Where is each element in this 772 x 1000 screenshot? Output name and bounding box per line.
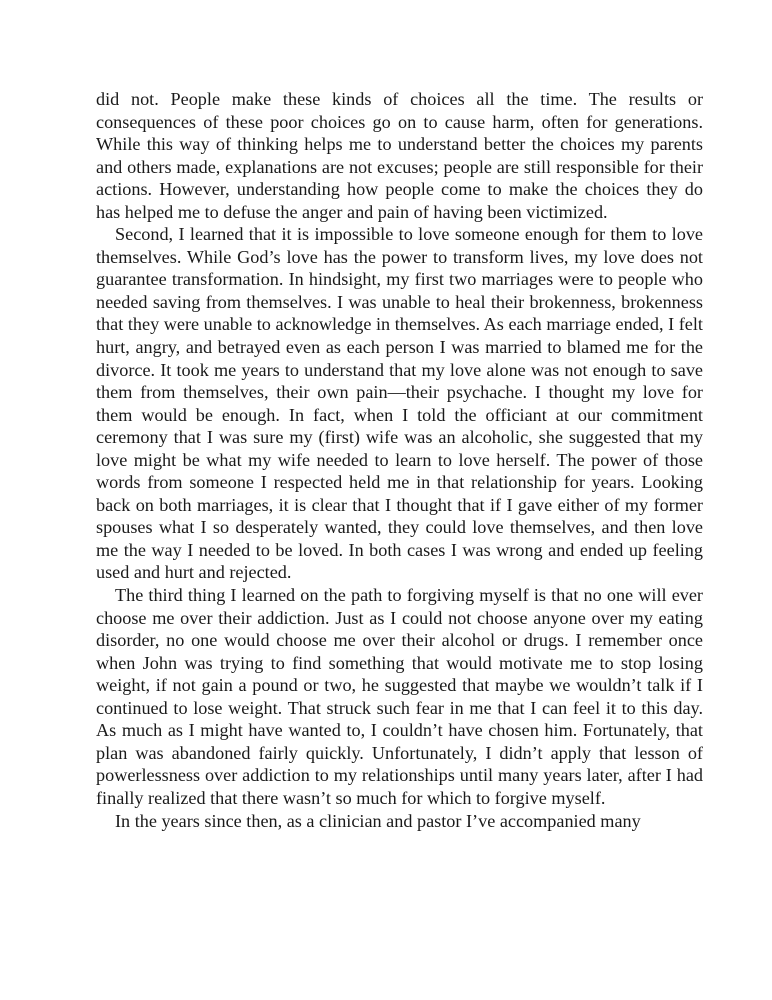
paragraph-third-lesson: The third thing I learned on the path to forgiving myself is that no one will ever choose me over their addiction. Just as I could not choose anyone over my eating disorder, no one would choose me over their alcohol or drugs. I remember once when John was trying to find something that would motivate me to stop losing weight, if not gain a pound or two, he suggested that maybe we wouldn’t talk if I continued to lose weight. That struck such fear in me that I can feel it to this day. As much as I might have wanted to, I couldn’t have chosen him. Fortunately, that plan was abandoned fairly quickly. Unfortunately, I didn’t apply that lesson of powerlessness over addiction to my relationships until many years later, after I had finally realized that there wasn’t so much for which to forgive myself. (96, 585, 703, 808)
paragraph-continuation: did not. People make these kinds of choices all the time. The results or consequences of these poor choices go on to cause harm, often for generations. While this way of thinking helps me to understand better the choices my parents and others made, explanations are not excuses; people are still responsible for their actions. However, understanding how people come to make the choices they do has helped me to defuse the anger and pain of having been victimized. (96, 89, 703, 222)
paragraph-closing: In the years since then, as a clinician and pastor I’ve accompanied many (115, 810, 641, 831)
paragraph-second-lesson: Second, I learned that it is impossible to love someone enough for them to love themselves. While God’s love has the power to transform lives, my love does not guarantee transformation. In hindsight, my first two marriages were to people who needed saving from themselves. I was unable to heal their brokenness, brokenness that they were unable to acknowledge in themselves. As each marriage ended, I felt hurt, angry, and betrayed even as each person I was married to blamed me for the divorce. It took me years to understand that my love alone was not enough to save them from themselves, their own pain—their psychache. I thought my love for them would be enough. In fact, when I told the officiant at our commitment ceremony that I was sure my (first) wife was an alcoholic, she suggested that my love might be what my wife needed to learn to love herself. The power of those words from someone I respected held me in that relationship for years. Looking back on both marriages, it is clear that I thought that if I gave either of my former spouses what I so desperately wanted, they could love themselves, and then love me the way I needed to be loved. In both cases I was wrong and ended up feeling used and hurt and rejected. (96, 224, 703, 583)
page-body (96, 88, 703, 832)
